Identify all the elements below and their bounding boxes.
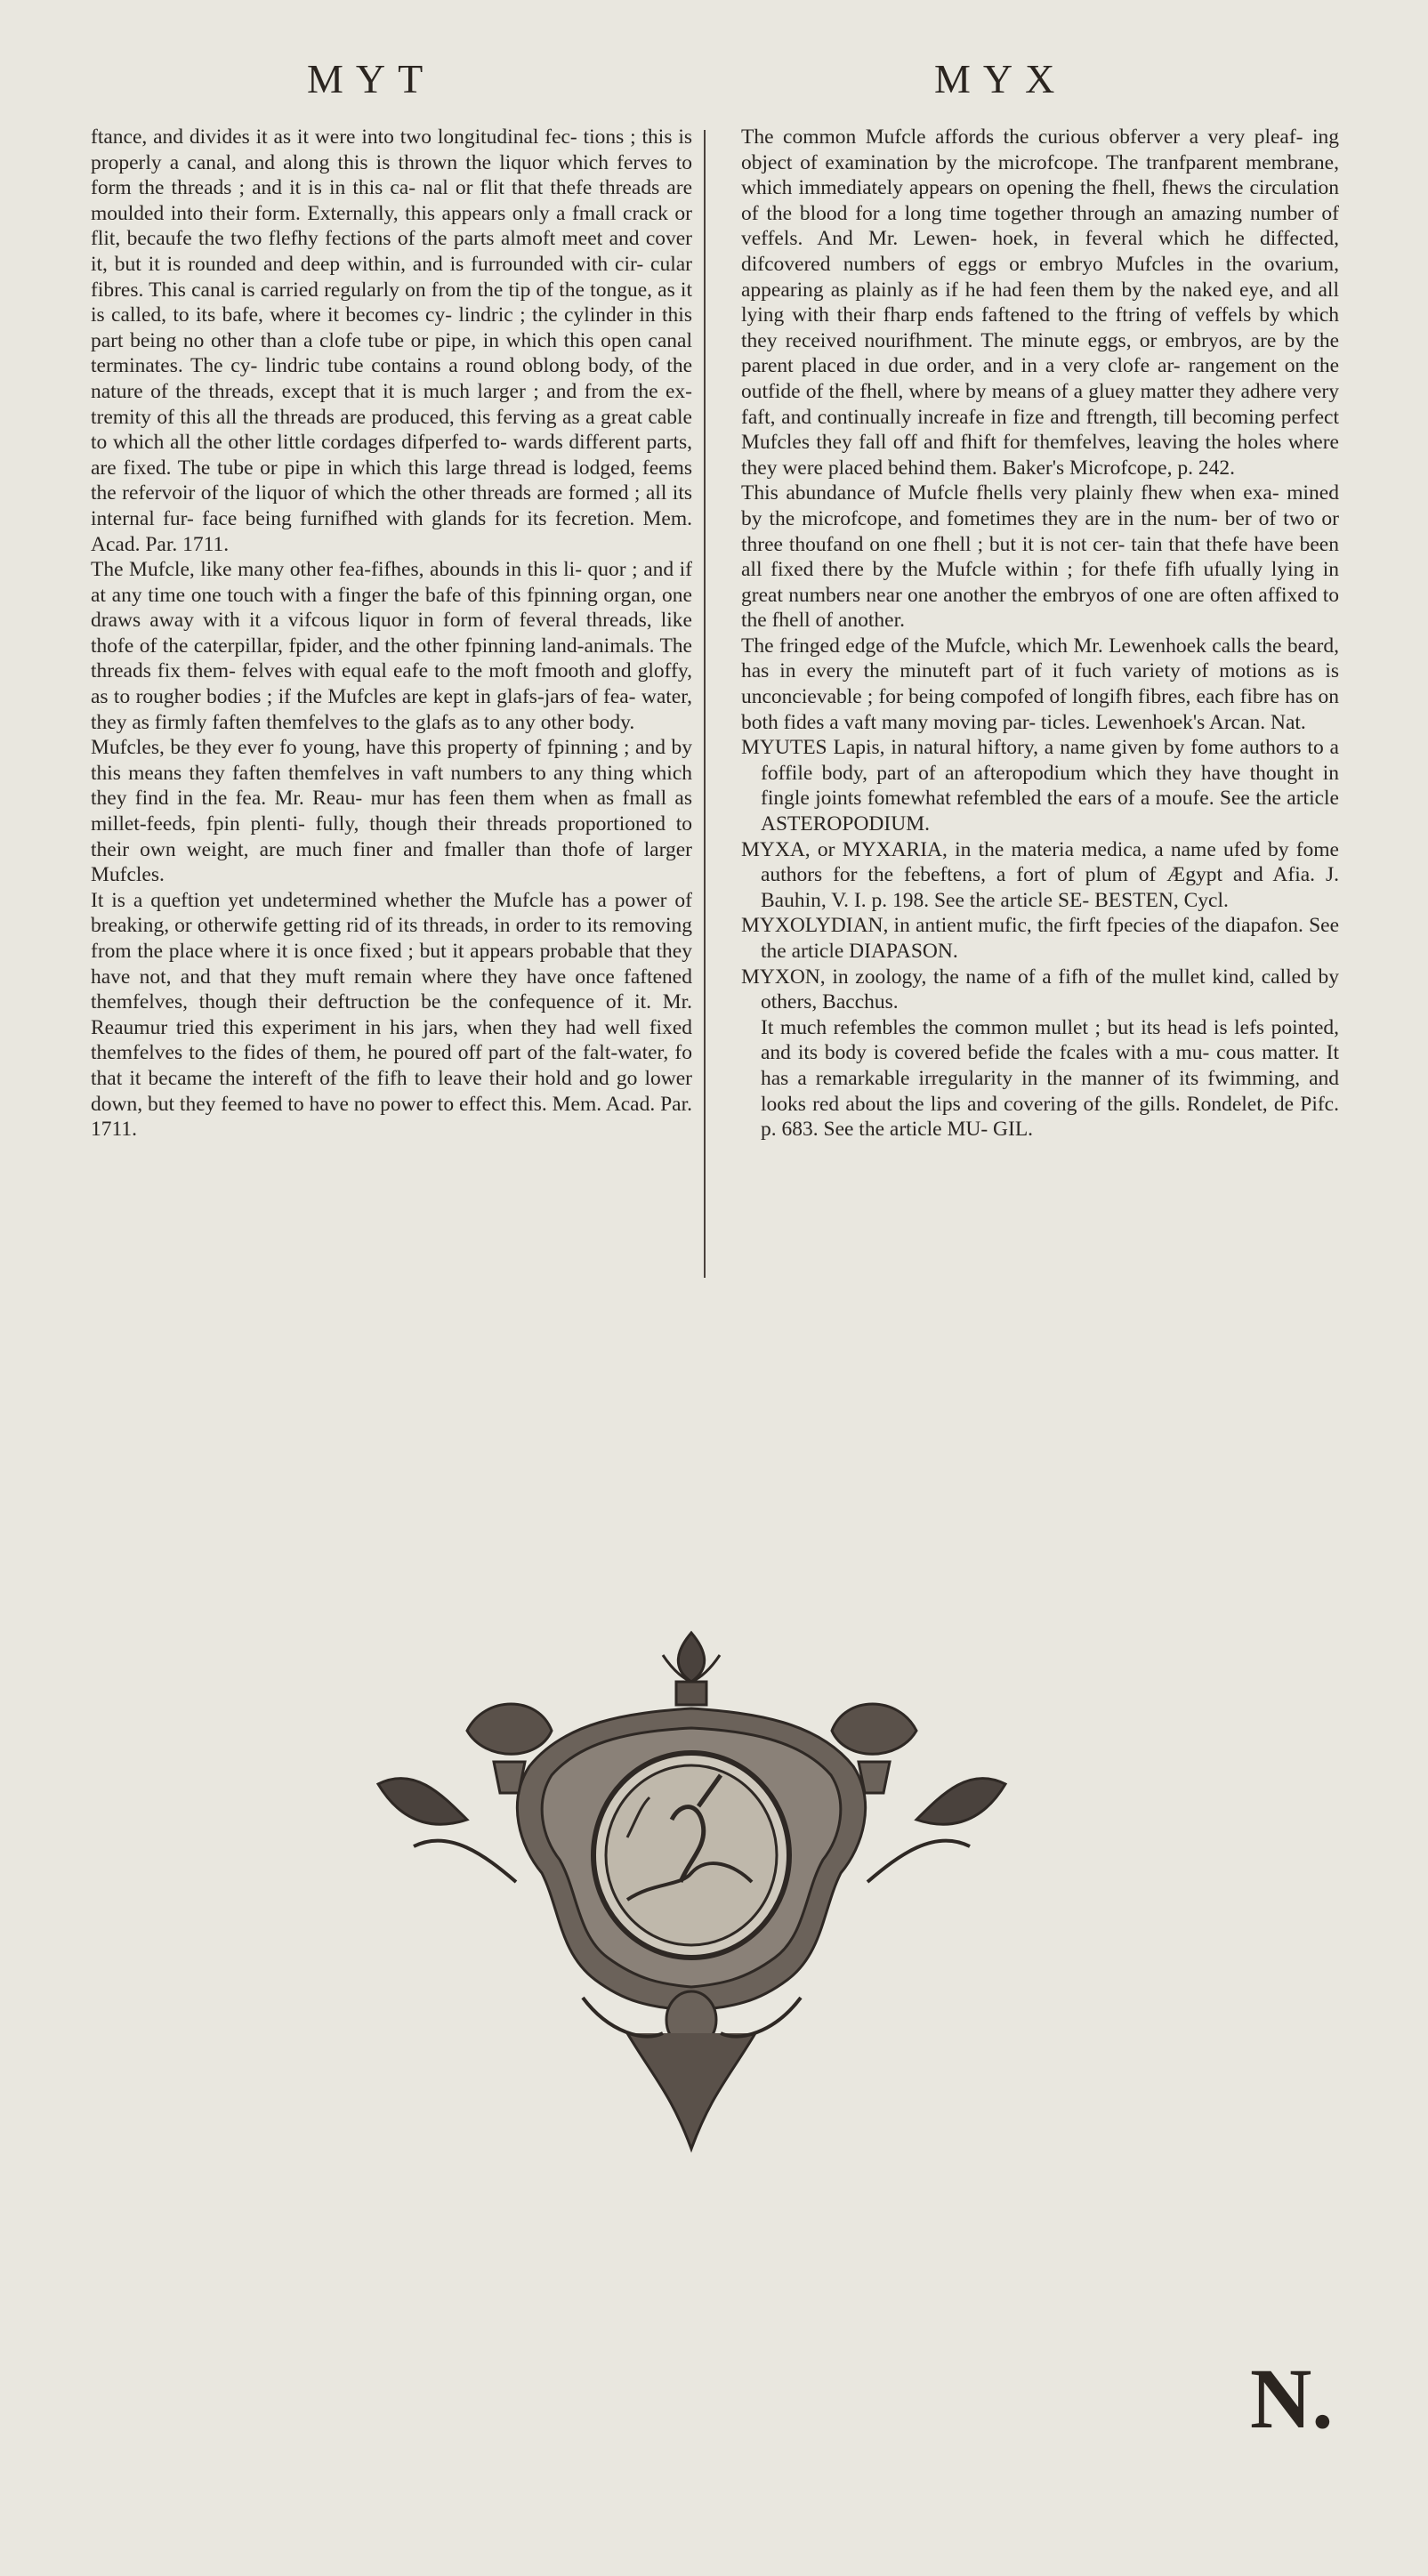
paragraph: This abundance of Mufcle fhells very plainly fhew when exa- mined by the microfcope, and fometimes they are in the num- ber of two or three thoufand on one fhell ; but it is not cer- tain that thefe have been all fixed there by the Mufcle within ; for thefe fifh ufually lying in great numbers near one another the embryos of one are often affixed to the fhell of another. (741, 481, 1339, 633)
paragraph: The common Mufcle affords the curious obferver a very pleaf- ing object of examination by the microfcope. The tranfparent membrane, which immediately appears on opening the fhell, fhews the circulation of the blood for a long time together through an amazing number of veffels. And Mr. Lewen- hoek, in feveral which he diffected, difcovered numbers of eggs or embryo Mufcles in the ovarium, appearing as plainly as if he had feen them by the naked eye, and all lying with their fharp ends faftened to the ftring of veffels by which they received nourifhment. The minute eggs, or embryos, are by the parent placed in due order, and in a very clofe ar- rangement on the outfide of the fhell, where by means of a gluey matter they adhere very faft, and continually increafe in fize and ftrength, till becoming perfect Mufcles they fall off and fhift for themfelves, leaving the holes where they were placed behind them. Baker's Microfcope, p. 242. (741, 125, 1339, 480)
running-head-right: MYX (934, 56, 1068, 101)
entry-myutes: MYUTES Lapis, in natural hiftory, a name given by fome authors to a foffile body, part of an afteropodium which they have thought in fingle joints fomewhat refembled the ears of a moufe. See the article ASTEROPODIUM. (741, 736, 1339, 836)
left-column (91, 125, 692, 1143)
column-divider (704, 130, 706, 1278)
paragraph: It much refembles the common mullet ; but its head is lefs pointed, and its body is covered befide the fcales with a mu- cous matter. It has a remarkable irregularity in the manner of its fwimming, and looks red about the lips and covering of the gills. Rondelet, de Pifc. p. 683. See the article MU- GIL. (761, 1015, 1339, 1142)
paragraph: ftance, and divides it as it were into two longitudinal fec- tions ; this is properly a canal, and along this is thrown the liquor which ferves to form the threads ; and it is in this ca- nal or flit that thefe threads are moulded into their form. Externally, this appears only a fmall crack or flit, becaufe the two flefhy fections of the parts almoft meet and cover it, but it is rounded and deep within, and is furrounded with cir- cular fibres. This canal is carried regularly on from the tip of the tongue, as it is called, to its bafe, where it becomes cy- lindric ; the cylinder in this part being no other than a clofe tube or pipe, in which this open canal terminates. The cy- lindric tube contains a round oblong body, of the nature of the threads, except that it is much larger ; and from the ex- tremity of this all the threads are produced, this ferving as a great cable to which all the other little cordages difperfed to- wards different parts, are fixed. The tube or pipe in which this large thread is lodged, feems the refervoir of the liquor of which the other threads are formed ; all its internal fur- face being furnifhed with glands for its fecretion. Mem. Acad. Par. 1711. (91, 125, 692, 556)
paragraph: The fringed edge of the Mufcle, which Mr. Lewenhoek calls the beard, has in every the minuteft part of it fuch variety of motions as is unconcievable ; for being compofed of longifh fibres, each fibre has on both fides a vaft many moving par- ticles. Lewenhoek's Arcan. Nat. (741, 634, 1339, 734)
entry-myxolydian: MYXOLYDIAN, in antient mufic, the firft fpecies of the diapafon. See the article DIAPASON. (741, 914, 1339, 963)
paragraph: It is a queftion yet undetermined whether the Mufcle has a power of breaking, or otherwife getting rid of its threads, in order to its removing from the place where it is once fixed ; but it appears probable that they have not, and that they muft remain where they have once faftened themfelves, though their deftruction be the confequence of it. Mr. Reaumur tried this experiment in his jars, when they had well fixed themfelves to the fides of them, he poured off part of the falt-water, fo that it became the intereft of the fifh to leave their hold and go lower down, but they feemed to have no power to effect this. Mem. Acad. Par. 1711. (91, 888, 692, 1142)
paragraph: The Mufcle, like many other fea-fifhes, abounds in this li- quor ; and if at any time one touch with a finger the bafe of this fpinning organ, one draws away with it a vifcous liquor in form of feveral threads, like thofe of the caterpillar, fpider, and the other fpinning land-animals. The threads fix them- felves with equal eafe to the moft fmooth and gloffy, as to rougher bodies ; if the Mufcles are kept in glafs-jars of fea- water, they as firmly faften themfelves to the glafs as to any other body. (91, 558, 692, 734)
right-column (741, 125, 1339, 1143)
entry-myxon: MYXON, in zoology, the name of a fifh of the mullet kind, called by others, Bacchus. (741, 965, 1339, 1014)
entry-myxa: MYXA, or MYXARIA, in the materia medica, a name ufed by fome authors for the febeftens, a fort of plum of Ægypt and Afia. J. Bauhin, V. I. p. 198. See the article SE- BESTEN, Cycl. (741, 837, 1339, 912)
running-head-left: MYT (307, 56, 436, 101)
tailpiece-ornament-icon (360, 1615, 1023, 2167)
signature-mark: N. (1250, 2351, 1334, 2446)
paragraph: Mufcles, be they ever fo young, have this property of fpinning ; and by this means they faften themfelves in vaft numbers to any thing which they find in the fea. Mr. Reau- mur has feen them when as fmall as millet-feeds, fpin plenti- fully, though their threads proportioned to their own weight, are much finer and fmaller than thofe of larger Mufcles. (91, 736, 692, 887)
